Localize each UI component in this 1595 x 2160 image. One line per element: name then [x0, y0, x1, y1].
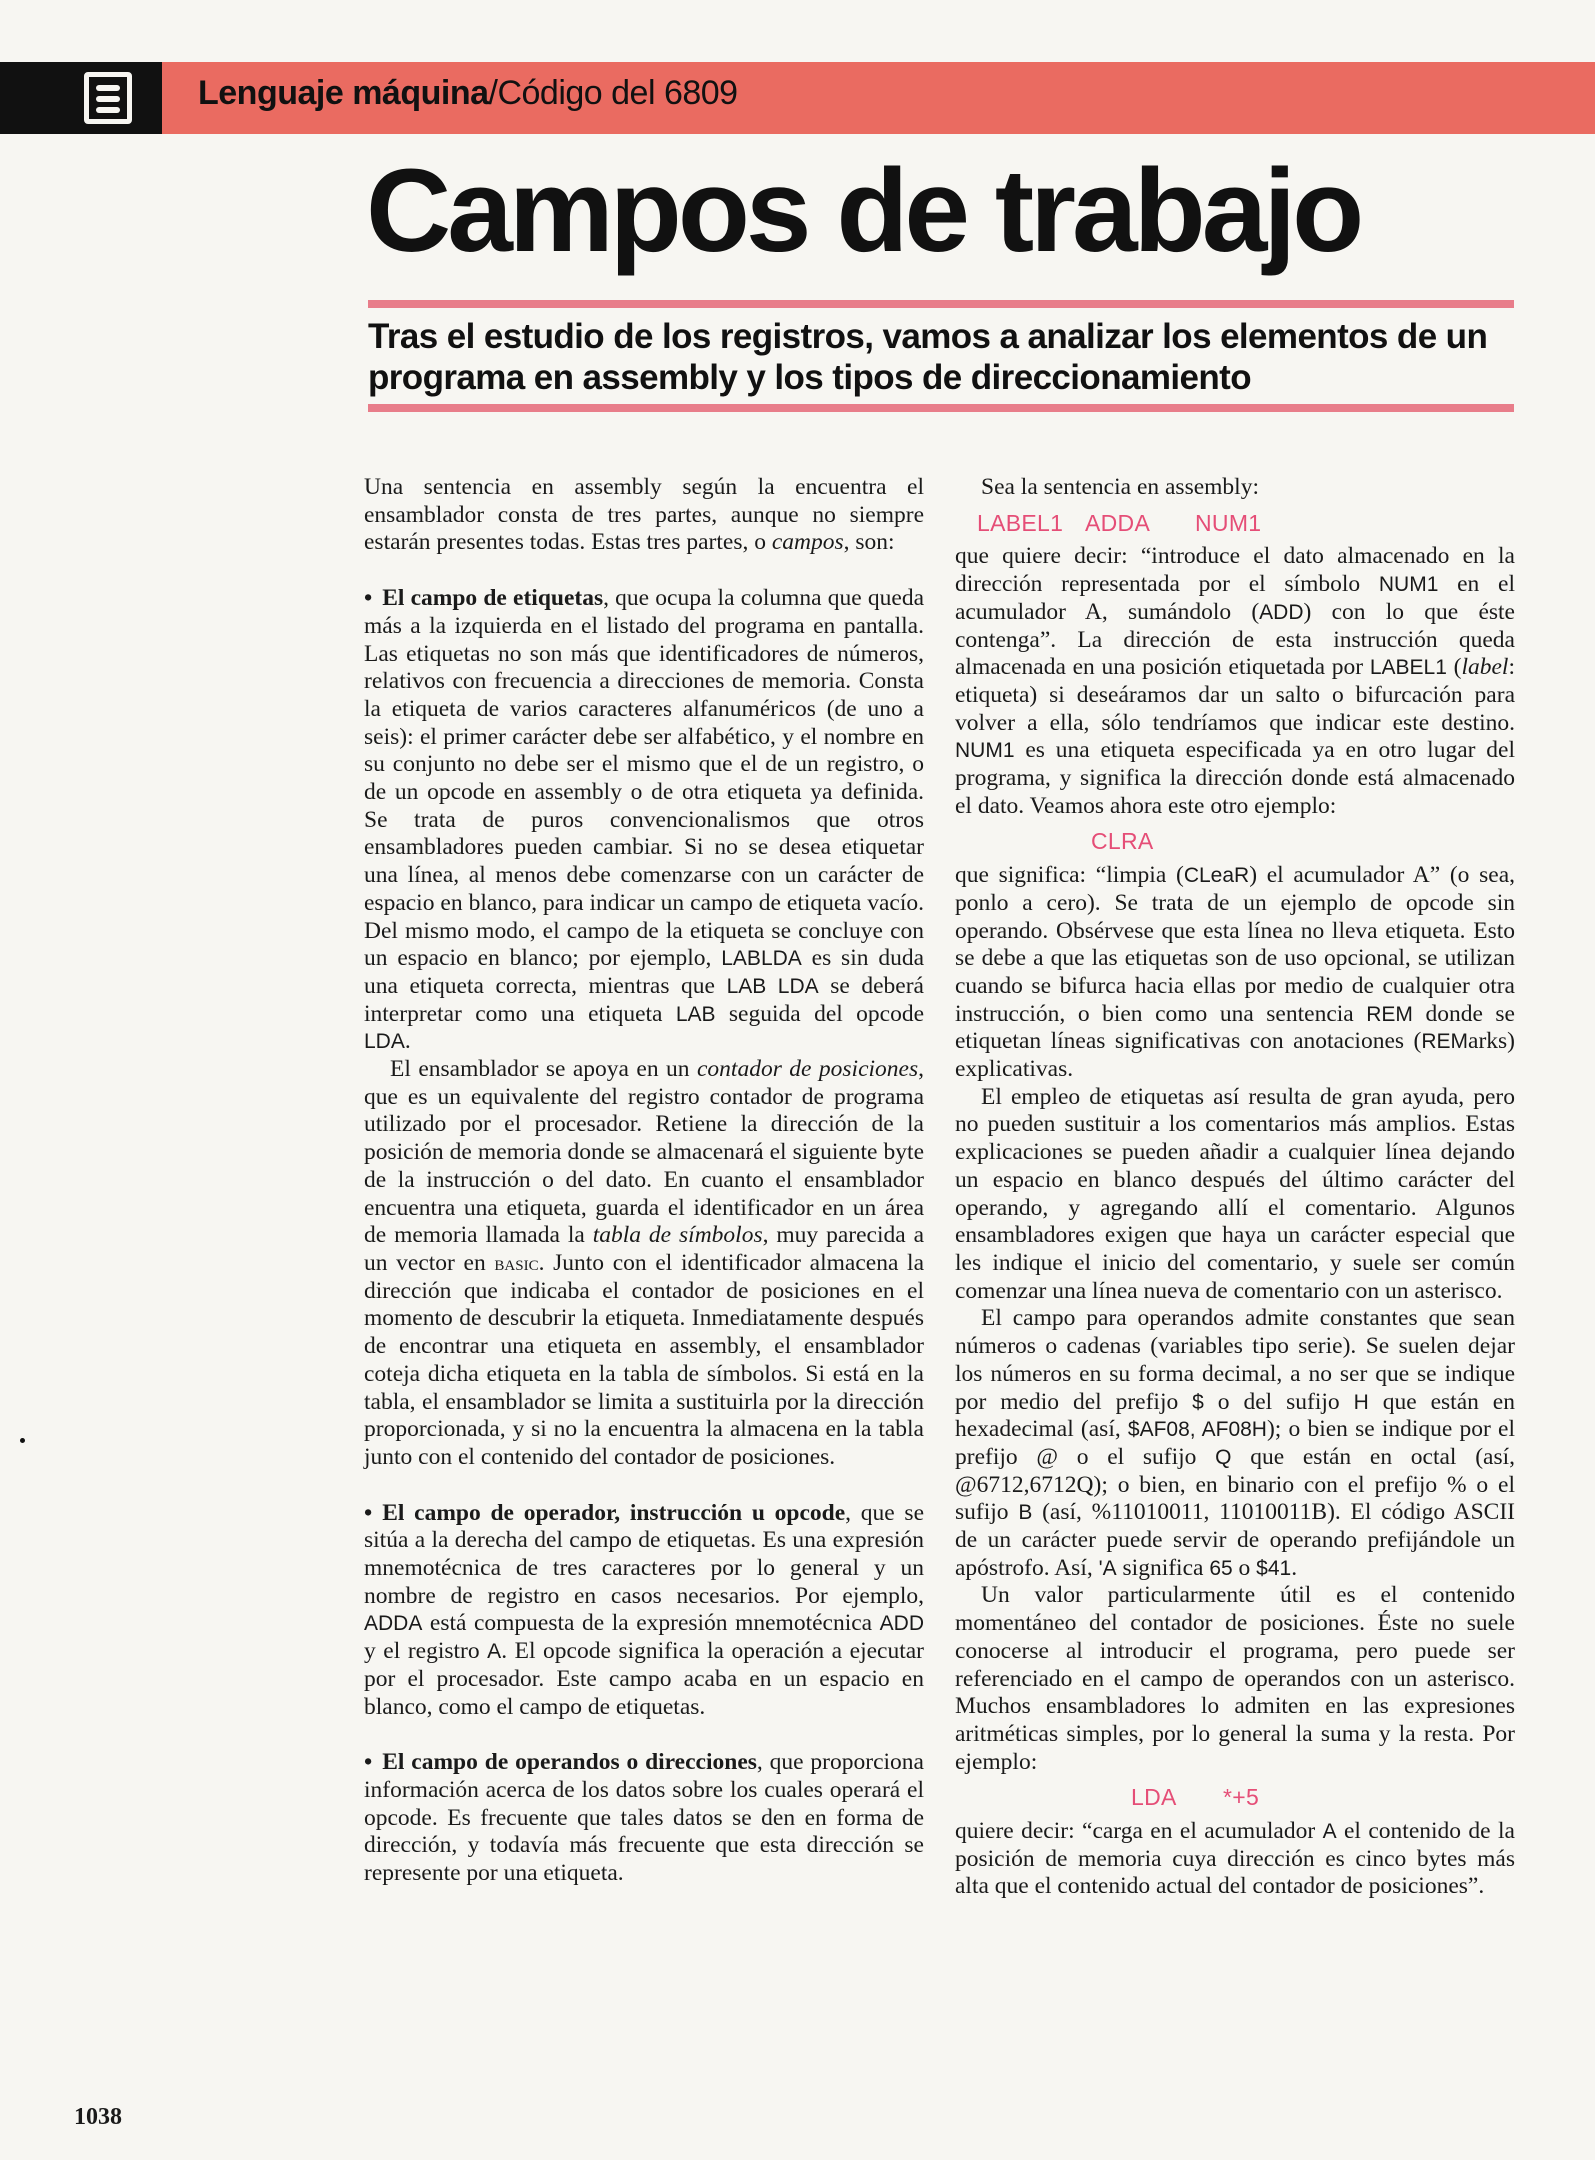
page-title: Campos de trabajo — [366, 145, 1361, 277]
bullet-label-field: • El campo de etiquetas, que ocupa la columna que queda más a la izquierda en el listado del programa en pantalla. Las etiquetas no son más que identificadores de números, relativos con frecuencia a direcciones de memoria. Consta la etiqueta de varios caracteres alfanuméricos (de uno a seis): el primer carácter debe ser alfabético, y el nombre en su conjunto no debe ser el mismo que el de un registro, o de un opcode en assembly o de otra etiqueta ya definida. Se trata de puros convencionalismos que otros ensambladores pueden cambiar. Si no se desea etiquetar una línea, al menos debe comenzarse con un carácter de espacio en blanco, para indicar un campo de etiqueta vacío. Del mismo modo, el campo de la etiqueta se concluye con un espacio en blanco; por ejemplo, LABLDA es sin duda una etiqueta correcta, mientras que LAB LDA se deberá interpretar como una etiqueta LAB seguida del opcode LDA. — [364, 585, 924, 1056]
section-name: Lenguaje máquina — [198, 74, 489, 112]
title-rule-bottom — [368, 404, 1514, 412]
code-example-clra: CLRA — [1091, 828, 1154, 855]
subtitle: Tras el estudio de los registros, vamos a analizar los elementos de un programa en assembly y los tipos de direccionamiento — [368, 317, 1488, 397]
section-subname: /Código del 6809 — [488, 74, 738, 112]
comments-paragraph: El empleo de etiquetas así resulta de gran ayuda, pero no pueden sustituir a los comentarios más amplios. Estas explicaciones se pueden añadir a cualquier línea dejando un espacio en blanco después del último carácter del operando, y agregando allí el comentario. Algunos ensambladores exigen que haya un carácter especial que les indique el inicio del comentario, y suele ser común comenzar una línea nueva de comentario con un asterisco. — [955, 1083, 1515, 1304]
page-number: 1038 — [74, 2104, 122, 2130]
bullet-operand-field: • El campo de operandos o direcciones, que proporciona información acerca de los datos sobre los cuales operará el opcode. Es frecuente que tales datos se den en forma de dirección, y todavía más frecuente que esta dirección se represente por una etiqueta. — [364, 1749, 924, 1888]
constants-paragraph: El campo para operandos admite constantes que sean números o cadenas (variables tipo serie). Se suelen dejar los números en su forma decimal, a no ser que se indique por medio del prefijo $ o del sufijo H que están en hexadecimal (así, $AF08, AF08H); o bien se indique por el prefijo @ o el sufijo Q que están en octal (así, @6712,6712Q); o bien, en binario con el prefijo % o el sufijo B (así, %11010011, 11010011B). El código ASCII de un carácter puede servir de operando prefijándole un apóstrofo. Así, 'A significa 65 o $41. — [955, 1305, 1516, 1581]
title-rule-top — [368, 300, 1514, 308]
section-header-title — [198, 74, 738, 113]
bullet-opcode-field: • El campo de operador, instrucción u opcode, que se sitúa a la derecha del campo de etiquetas. Es una expresión mnemotécnica de tres caracteres por lo general y un nombre de registro en casos necesarios. Por ejemplo, ADDA está compuesta de la expresión mnemotécnica ADD y el registro A. El opcode significa la operación a ejecutar por el procesador. Este campo acaba en un espacio en blanco, como el campo de etiquetas. — [364, 1500, 924, 1722]
code-example-lda: LDA *+5 — [1131, 1784, 1260, 1811]
right-column — [955, 474, 1515, 1901]
counter-value-paragraph: Un valor particularmente útil es el contenido momentáneo del contador de posiciones. Éste no suele conocerse al introducir el programa, pero puede ser referenciado en el campo de operandos con un asterisco. Muchos ensambladores lo admiten en las expresiones aritméticas simples, por lo general la suma y la resta. Por ejemplo: — [955, 1582, 1515, 1775]
intro-paragraph: Una sentencia en assembly según la encuentra el ensamblador consta de tres partes, aunque no siempre estarán presentes todas. Estas tres partes, o campos, son: — [364, 474, 924, 556]
left-column — [364, 474, 924, 1888]
clra-explanation: que significa: “limpia (CLeaR) el acumulador A” (o sea, ponlo a cero). Se trata de un ejemplo de opcode sin operando. Obsérvese que esta línea no lleva etiqueta. Esto se debe a que las etiquetas son de uso opcional, se utilizan cuando se bifurca hacia ellas por medio de cualquier otra instrucción, o bien como una sentencia REM donde se etiquetan líneas significativas con anotaciones (REMarks) explicativas. — [955, 862, 1515, 1083]
lda-explanation: quiere decir: “carga en el acumulador A el contenido de la posición de memoria cuya dirección es cinco bytes más alta que el contenido actual del contador de posiciones”. — [955, 1818, 1515, 1900]
statement-intro: Sea la sentencia en assembly: — [981, 474, 1259, 500]
scan-speck — [20, 1438, 25, 1443]
location-counter-paragraph: El ensamblador se apoya en un contador de posiciones, que es un equivalente del registro contador de programa utilizado por el procesador. Retiene la dirección de la posición de memoria donde se almacenará el siguiente byte de la instrucción o del dato. En cuanto el ensamblador encuentra una etiqueta, guarda el identificador en un área de memoria llamada la tabla de símbolos, muy parecida a un vector en basic. Junto con el identificador almacena la dirección que indicaba el contador de posiciones en el momento de descubrir la etiqueta. Inmediatamente después de encontrar una etiqueta en assembly, el ensamblador coteja dicha etiqueta en la tabla de símbolos. Si está en la tabla, el ensamblador se limita a sustituirla por la dirección proporcionada, y si no la encuentra la almacena en la tabla junto con el contenido del contador de posiciones. — [364, 1056, 925, 1470]
section-header-block — [0, 62, 162, 134]
statement-explanation: que quiere decir: “introduce el dato almacenado en la dirección representada por el símbolo NUM1 en el acumulador A, sumándolo (ADD) con lo que éste contenga”. La dirección de esta instrucción queda almacenada en una posición etiquetada por LABEL1 (label: etiqueta) si deseáramos dar un salto o bifurcación para volver a ella, sólo tendríamos que indicar este destino. NUM1 es una etiqueta especificada ya en otro lugar del programa, y significa la dirección donde está almacenado el dato. Veamos ahora este otro ejemplo: — [955, 543, 1516, 819]
code-example-label-adda: LABEL1 ADDA NUM1 — [977, 509, 1262, 536]
document-stack-icon — [84, 72, 132, 124]
